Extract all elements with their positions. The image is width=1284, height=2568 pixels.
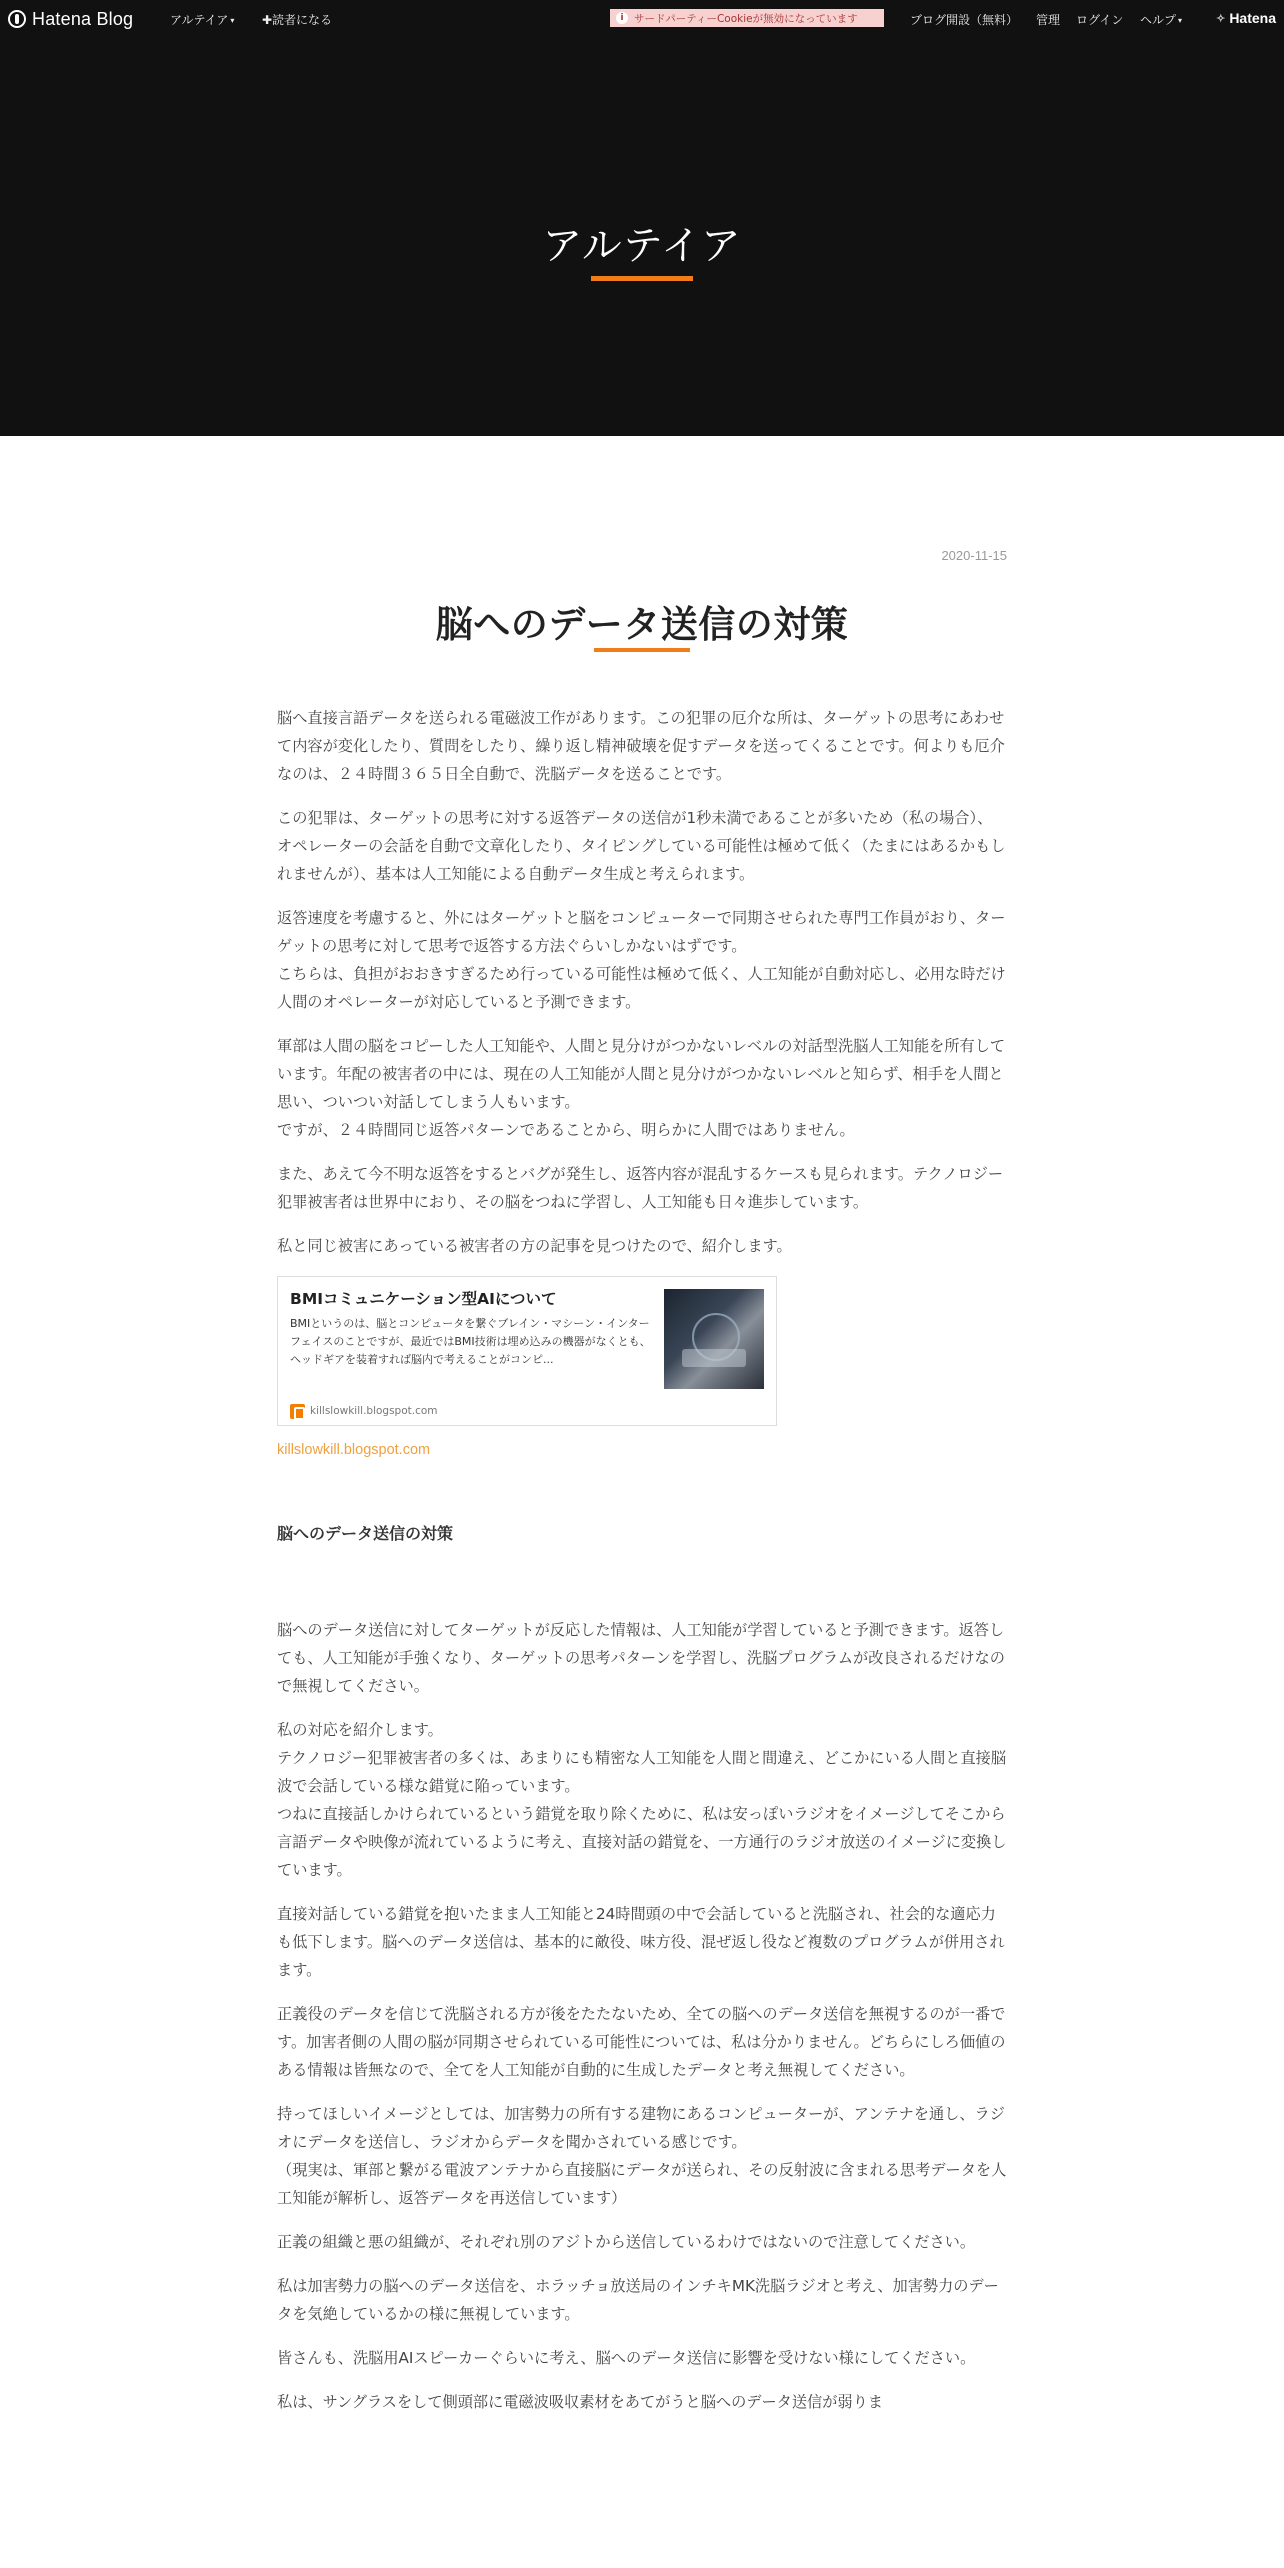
blog-header-banner <box>0 38 1284 436</box>
paragraph: 正義の組織と悪の組織が、それぞれ別のアジトから送信しているわけではないので注意してください。 <box>277 2233 976 2251</box>
section-heading: 脳へのデータ送信の対策 <box>277 1524 454 1543</box>
paragraph: この犯罪は、ターゲットの思考に対する返答データの送信が1秒未満であることが多いため（私の場合）、オペレーターの会話を自動で文章化したり、タイピングしている可能性は極めて低く（たまにはあるかもしれませんが）、基本は人工知能による自動データ生成と考えられます。 <box>277 809 1006 883</box>
embed-site-name: killslowkill.blogspot.com <box>310 1405 438 1417</box>
hatena-logo-icon <box>8 10 26 28</box>
embedded-link-card[interactable] <box>277 1276 777 1426</box>
post-title-underline <box>594 648 690 652</box>
hatena-brand-link[interactable] <box>1216 10 1276 26</box>
hatena-brand-label: Hatena <box>1229 10 1276 26</box>
hatena-blog-logo[interactable] <box>8 7 133 31</box>
caret-down-icon: ▾ <box>1178 16 1183 25</box>
cookie-notice-text: サードパーティーCookieが無効になっています <box>634 12 858 25</box>
post-title[interactable]: 脳へのデータ送信の対策 <box>435 603 849 646</box>
paragraph: 正義役のデータを信じて洗脳される方が後をたたないため、全ての脳へのデータ送信を無視するのが一番です。加害者側の人間の脳が同期させられている可能性については、私は分かりません。どちらにしろ価値のある情報は皆無なので、全てを人工知能が自動的に生成したデータと考え無視してください。 <box>277 2005 1006 2079</box>
admin-link[interactable]: 管理 <box>1036 13 1061 27</box>
embed-thumbnail-image[interactable] <box>664 1289 764 1389</box>
paragraph: 脳へのデータ送信に対してターゲットが反応した情報は、人工知能が学習していると予測できます。返答しても、人工知能が手強くなり、ターゲットの思考パターンを学習し、洗脳プログラムが改良されるだけなので無視してください。 <box>277 1621 1005 1695</box>
paragraph: 直接対話している錯覚を抱いたまま人工知能と24時間頭の中で会話していると洗脳され、社会的な適応力も低下します。脳へのデータ送信は、基本的に敵役、味方役、混ぜ返し役など複数のプログラムが併用されます。 <box>277 1905 1005 1979</box>
help-dropdown[interactable] <box>1140 11 1182 28</box>
subscribe-button[interactable]: ✚読者になる <box>262 13 333 27</box>
login-link[interactable]: ログイン <box>1076 13 1124 27</box>
top-navbar <box>0 0 1284 38</box>
signup-link[interactable]: ブログ開設（無料） <box>910 13 1019 27</box>
embed-site <box>290 1397 438 1425</box>
paragraph: また、あえて今不明な返答をするとバグが発生し、返答内容が混乱するケースも見られます。テクノロジー犯罪被害者は世界中におり、その脳をつねに学習し、人工知能も日々進歩しています。 <box>277 1165 1004 1211</box>
post-date[interactable]: 2020-11-15 <box>941 548 1007 563</box>
paragraph: 軍部は人間の脳をコピーした人工知能や、人間と見分けがつかないレベルの対話型洗脳人工知能を所有しています。年配の被害者の中には、現在の人工知能が人間と見分けがつかないレベルと知らず、相手を人間と思い、ついつい対話してしまう人もいます。 ですが、２４時間同じ返答パターンであることから、明らかに人間ではありません。 <box>277 1037 1006 1139</box>
paragraph: 皆さんも、洗脳用AIスピーカーぐらいに考え、脳へのデータ送信に影響を受けない様にしてください。 <box>277 2349 976 2367</box>
blog-menu-label: アルテイア <box>170 13 229 27</box>
blog-menu-dropdown[interactable] <box>170 11 234 28</box>
blog-title[interactable]: アルテイア <box>542 223 742 269</box>
paragraph: 持ってほしいイメージとしては、加害勢力の所有する建物にあるコンピューターが、アンテナを通し、ラジオにデータを送信し、ラジオからデータを聞かされている感じです。 （現実は、軍部と繋がる電波アンテナから直接脳にデータが送られ、その反射波に含まれる思考データを人工知能が解析し、返答データを再送信しています） <box>277 2105 1007 2207</box>
source-link[interactable]: killslowkill.blogspot.com <box>277 1442 431 1458</box>
paragraph: 返答速度を考慮すると、外にはターゲットと脳をコンピューターで同期させられた専門工作員がおり、ターゲットの思考に対して思考で返答する方法ぐらいしかないはずです。 こちらは、負担がおおきすぎるため行っている可能性は極めて低く、人工知能が自動対応し、必用な時だけ人間のオペレーターが対応していると予測できます。 <box>277 909 1006 1011</box>
paragraph: 私と同じ被害にあっている被害者の方の記事を見つけたので、紹介します。 <box>277 1237 792 1255</box>
cookie-notice-badge[interactable] <box>610 9 884 27</box>
embed-description: BMIというのは、脳とコンピュータを繋ぐブレイン・マシーン・インターフェイスのことですが、最近ではBMI技術は埋め込みの機器がなくとも、ヘッドギアを装着すれば脳内で考えることがコンピ... <box>290 1317 651 1366</box>
hatena-cat-icon: ✧ <box>1216 12 1226 25</box>
paragraph: 私は、サングラスをして側頭部に電磁波吸収素材をあてがうと脳へのデータ送信が弱りま <box>277 2393 883 2411</box>
info-icon: i <box>616 12 628 24</box>
paragraph: 私の対応を紹介します。 テクノロジー犯罪被害者の多くは、あまりにも精密な人工知能を人間と間違え、どこかにいる人間と直接脳波で会話している様な錯覚に陥っています。 つねに直接話しかけられているという錯覚を取り除くために、私は安っぽいラジオをイメージしてそこから言語データや映像が流れているように考え、直接対話の錯覚を、一方通行のラジオ放送のイメージに変換しています。 <box>277 1721 1007 1879</box>
paragraph: 脳へ直接言語データを送られる電磁波工作があります。この犯罪の厄介な所は、ターゲットの思考にあわせて内容が変化したり、質問をしたり、繰り返し精神破壊を促すデータを送ってくることです。何よりも厄介なのは、２４時間３６５日全自動で、洗脳データを送ることです。 <box>277 709 1005 783</box>
caret-down-icon: ▾ <box>230 16 235 25</box>
blogger-icon <box>290 1404 305 1419</box>
title-accent-underline <box>591 276 693 281</box>
help-label: ヘルプ <box>1140 13 1177 27</box>
embed-title[interactable]: BMIコミュニケーション型AIについて <box>290 1290 557 1308</box>
logo-text: Hatena Blog <box>32 8 134 29</box>
paragraph: 私は加害勢力の脳へのデータ送信を、ホラッチョ放送局のインチキMK洗脳ラジオと考え、加害勢力のデータを気絶しているかの様に無視しています。 <box>277 2277 999 2323</box>
article-body <box>277 704 1007 2432</box>
